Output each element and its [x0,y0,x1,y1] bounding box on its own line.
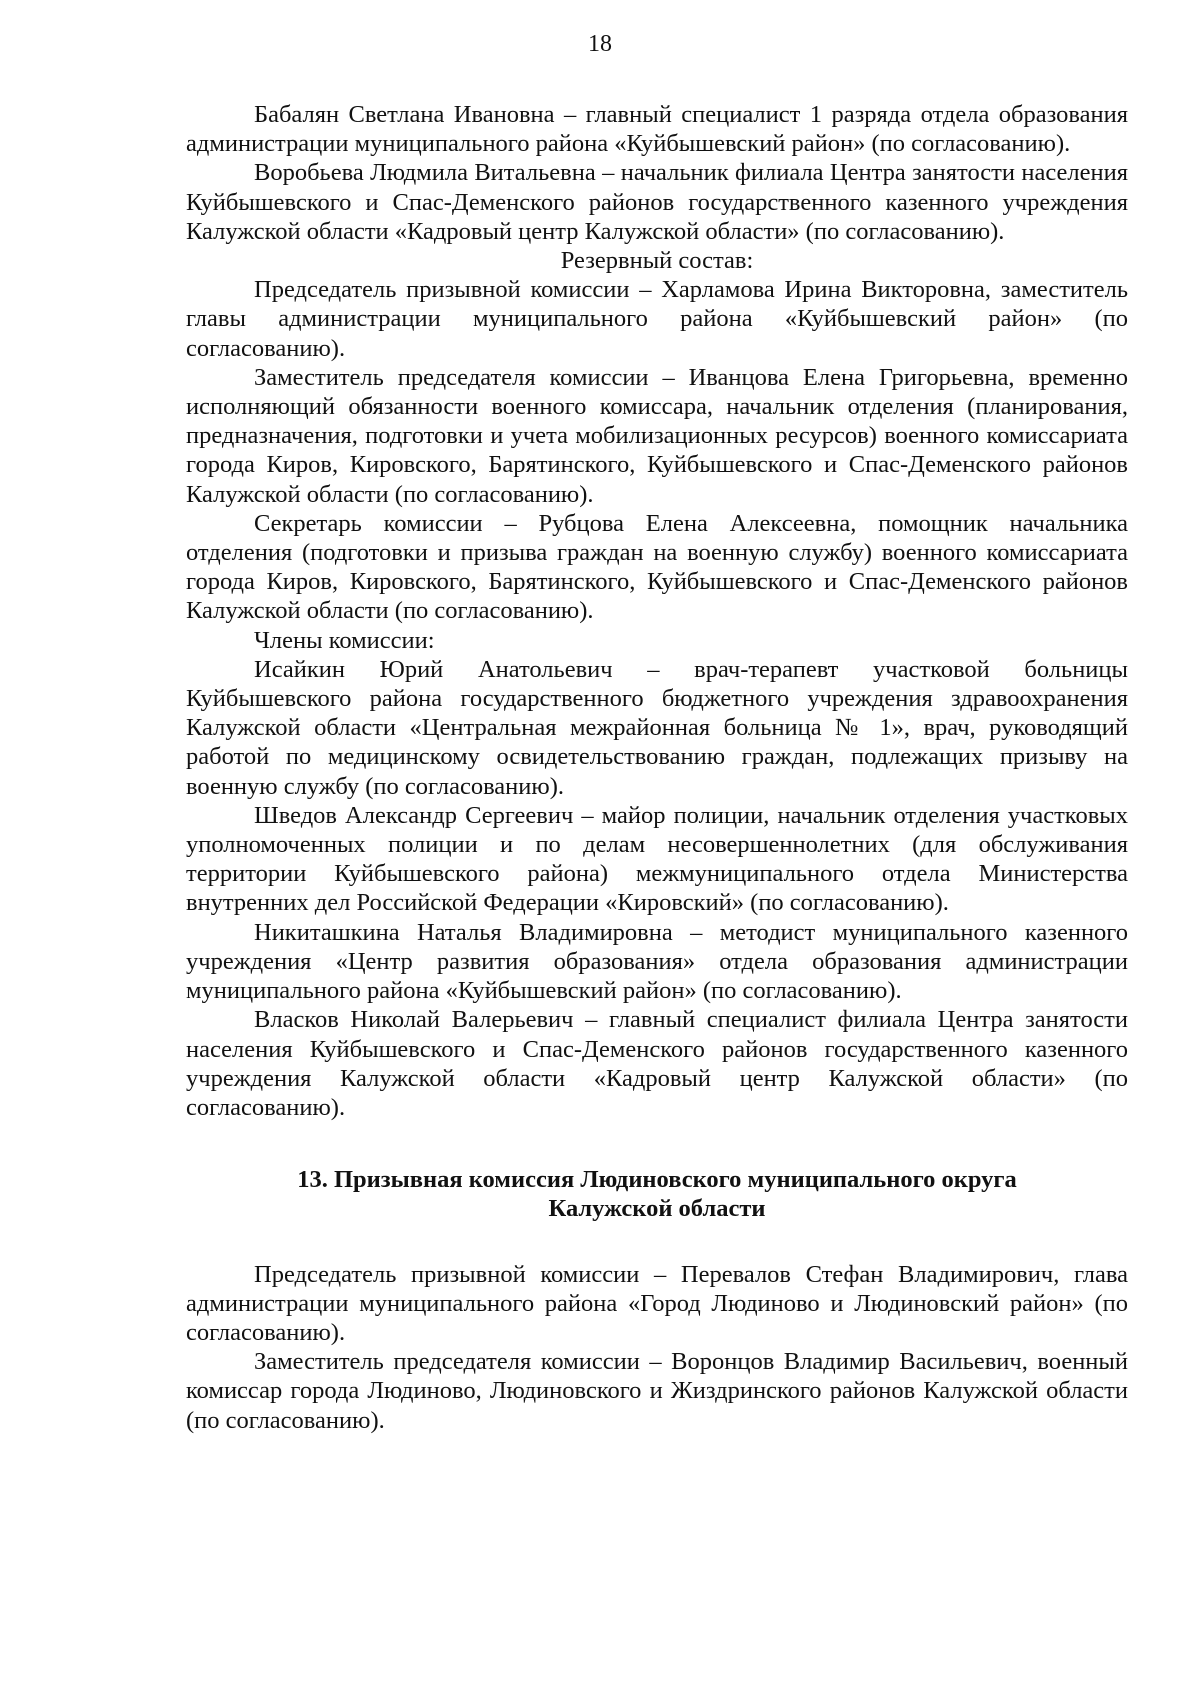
paragraph-vorobeva: Воробьева Людмила Витальевна – начальник филиала Центра занятости населения Куйбышевского и Спас-Деменского районов государственного казенного учреждения Калужской области «Кадровый центр Калужской области» (по согласованию). [186,159,1128,245]
page-number: 18 [588,31,612,57]
section-heading-line2: Калужской области [548,1195,766,1223]
paragraph-members-label: Члены комиссии: [254,626,435,654]
document-body [186,100,1128,1435]
paragraph-chair-reserve: Председатель призывной комиссии – Харламова Ирина Викторовна, заместитель главы администрации муниципального района «Куйбышевский район» (по согласованию). [186,276,1128,362]
paragraph-isaykin: Исайкин Юрий Анатольевич – врач-терапевт участковой больницы Куйбышевского района государственного бюджетного учреждения здравоохранения Калужской области «Центральная межрайонная больница № 1», врач, руководящий работой по медицинскому освидетельствованию граждан, подлежащих призыву на военную службу (по согласованию). [186,655,1128,800]
reserve-heading: Резервный состав: [560,247,754,275]
paragraph-shvedov: Шведов Александр Сергеевич – майор полиции, начальник отделения участковых уполномоченных полиции и по делам несовершеннолетних (для обслуживания территории Куйбышевского района) межмуниципального отдела Министерства внутренних дел Российской Федерации «Кировский» (по согласованию). [186,801,1128,917]
paragraph-secretary-reserve: Секретарь комиссии – Рубцова Елена Алексеевна, помощник начальника отделения (подготовки и призыва граждан на военную службу) военного комиссариата города Киров, Кировского, Барятинского, Куйбышевского и Спас-Деменского районов Калужской области (по согласованию). [186,509,1128,625]
paragraph-babalyan: Бабалян Светлана Ивановна – главный специалист 1 разряда отдела образования администрации муниципального района «Куйбышевский район» (по согласованию). [186,101,1128,158]
paragraph-vlaskov: Власков Николай Валерьевич – главный специалист филиала Центра занятости населения Куйбышевского и Спас-Деменского районов государственного казенного учреждения Калужской области «Кадровый центр Калужской области» (по согласованию). [186,1006,1128,1121]
paragraph-deputy-reserve: Заместитель председателя комиссии – Иванцова Елена Григорьевна, временно исполняющий обязанности военного комиссара, начальник отделения (планирования, предназначения, подготовки и учета мобилизационных ресурсов) военного комиссариата города Киров, Кировского, Барятинского, Куйбышевского и Спас-Деменского районов Калужской области (по согласованию). [186,363,1128,508]
paragraph-vorontsov: Заместитель председателя комиссии – Воронцов Владимир Васильевич, военный комиссар города Людиново, Людиновского и Жиздринского районов Калужской области (по согласованию). [186,1348,1128,1434]
section-heading-line1: 13. Призывная комиссия Людиновского муниципального округа [297,1166,1017,1194]
paragraph-nikitashkina: Никиташкина Наталья Владимировна – методист муниципального казенного учреждения «Центр развития образования» отдела образования администрации муниципального района «Куйбышевский район» (по согласованию). [186,918,1128,1005]
section-heading [186,1165,1128,1223]
paragraph-perevalov: Председатель призывной комиссии – Перевалов Стефан Владимирович, глава администрации муниципального района «Город Людиново и Людиновский район» (по согласованию). [186,1260,1128,1346]
